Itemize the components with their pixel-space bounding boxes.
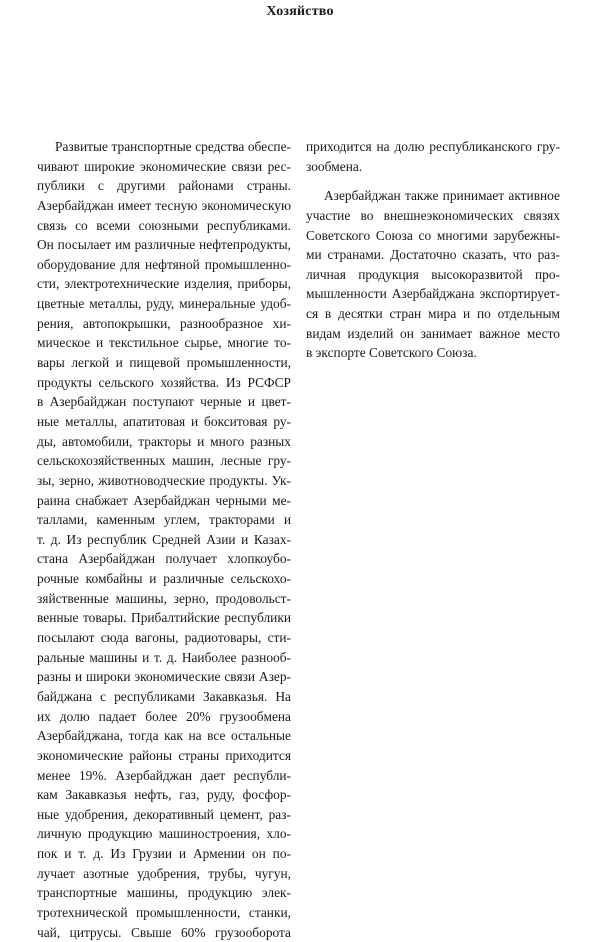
text-line: посылают сюда вагоны, радиотовары, сти- — [37, 630, 291, 646]
text-line: Азербайджан имеет тесную экономическую — [37, 197, 291, 213]
text-line: байджана с республиками Закавказья. На — [37, 688, 291, 704]
text-line: вары легкой и пищевой промышленности, — [37, 355, 291, 371]
text-line: т. д. Из республик Средней Азии и Казах- — [37, 531, 291, 547]
text-line: венные товары. Прибалтийские республики — [37, 610, 291, 626]
text-line: таллами, каменным углем, тракторами и — [37, 512, 291, 528]
text-line: раина снабжает Азербайджан черными ме- — [37, 492, 291, 508]
text-line: рочные комбайны и различные сельскохо- — [37, 571, 291, 587]
text-line: экономические районы страны приходится — [37, 747, 291, 763]
text-line: стана Азербайджан получает хлопкоубо- — [37, 551, 291, 567]
text-line: ми странами. Достаточно сказать, что раз- — [306, 247, 560, 263]
text-line: ные металлы, апатитовая и бокситовая ру- — [37, 413, 291, 429]
text-line: мическое и текстильное сырье, многие то- — [37, 335, 291, 351]
text-line: приходится на долю республиканского гру- — [306, 139, 560, 154]
text-line: сти, электротехнические изделия, приборы, — [37, 276, 291, 292]
text-line: личная продукция высокоразвитой про- — [306, 266, 560, 282]
right-column — [306, 137, 560, 363]
text-line: ся в десятки стран мира и по отдельным — [306, 306, 560, 322]
paragraph-export — [306, 186, 560, 363]
text-line: транспортные машины, продукцию элек- — [37, 885, 291, 901]
text-line: цветные металлы, руду, минеральные удоб- — [37, 296, 291, 312]
text-line: в Азербайджан поступают черные и цвет- — [37, 394, 291, 410]
text-line: Развитые транспортные средства обеспе- — [55, 139, 291, 154]
text-line: пок и т. д. Из Грузии и Армении он по- — [37, 846, 291, 862]
text-line: кам Закавказья нефть, газ, руду, фосфор- — [37, 787, 291, 803]
text-line: их долю падает более 20% грузообмена — [37, 708, 291, 724]
paragraph-gap — [306, 176, 560, 186]
running-head: Хозяйство — [266, 4, 334, 19]
text-line: разны и широки экономические связи Азер- — [37, 669, 291, 685]
text-line: мышленности Азербайджана экспортирует- — [306, 286, 560, 302]
text-line: ные удобрения, декоративный цемент, раз- — [37, 806, 291, 822]
text-line: Советского Союза со многими зарубежны- — [306, 227, 560, 243]
text-line: лучает азотные удобрения, трубы, чугун, — [37, 865, 291, 881]
text-line: зообмена. — [306, 158, 363, 174]
text-line: связь со всеми союзными республиками. — [37, 217, 291, 233]
text-line: Азербайджан также принимает активное — [324, 188, 560, 204]
text-line: чай, цитрусы. Свыше 60% грузооборота — [37, 924, 291, 940]
text-line: публики с другими районами страны. — [37, 178, 291, 194]
text-line: зяйственные машины, зерно, продовольст- — [37, 590, 291, 606]
text-line: сельскохозяйственных машин, лесные гру- — [37, 453, 291, 469]
text-line: Он посылает им различные нефтепродукты, — [37, 237, 291, 253]
text-line: оборудование для нефтяной промышленно- — [37, 256, 291, 272]
text-line: менее 19%. Азербайджан дает республи- — [37, 767, 291, 783]
text-line: личную продукцию машиностроения, хло- — [37, 826, 291, 842]
text-line: чивают широкие экономические связи рес- — [37, 158, 291, 174]
left-column — [37, 137, 291, 942]
text-line: ды, автомобили, тракторы и много разных — [37, 433, 291, 449]
text-line: видам изделий он занимает важное место — [306, 325, 560, 341]
text-line: Азербайджана, тогда как на все остальные — [37, 728, 291, 744]
text-line: в экспорте Советского Союза. — [306, 345, 477, 361]
paragraph-continuation — [306, 137, 560, 176]
text-line: участие во внешнеэкономических связях — [306, 207, 560, 223]
text-line: зы, зерно, животноводческие продукты. Ук- — [37, 472, 291, 488]
text-line: тротехнической промышленности, станки, — [37, 904, 291, 920]
text-line: ральные машины и т. д. Наиболее разнооб- — [37, 649, 291, 665]
text-line: рения, автопокрышки, разнообразное хи- — [37, 315, 291, 331]
text-line: продукты сельского хозяйства. Из РСФСР — [37, 374, 291, 390]
